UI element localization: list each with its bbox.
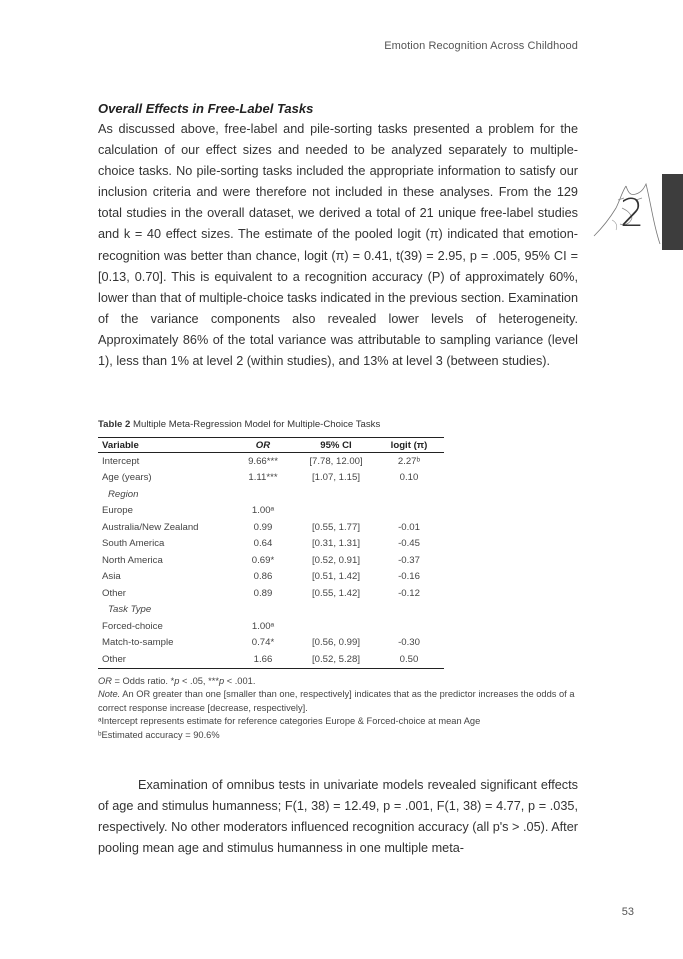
table-caption xyxy=(98,419,578,430)
header-variable: Variable xyxy=(98,438,228,453)
table-note-b: ᵇEstimated accuracy = 90.6% xyxy=(98,729,220,740)
section-heading: Overall Effects in Free-Label Tasks xyxy=(98,101,314,116)
cell-ci xyxy=(298,503,374,520)
cell-variable: Asia xyxy=(102,571,121,583)
table-row xyxy=(98,618,444,635)
cell-variable: Age (years) xyxy=(102,472,152,484)
cell-logit xyxy=(374,503,444,520)
cell-variable: Task Type xyxy=(108,604,152,616)
cell-logit: -0.37 xyxy=(398,554,420,566)
cell-logit: -0.30 xyxy=(398,637,420,649)
body-paragraph-2: Examination of omnibus tests in univariate models revealed significant effects of age and stimulus humanness; F(1, 38) = 12.49, p = .001, F(1, 38) = 4.77, p = .035, respectively. No other moderators influenced recognition accuracy (all p's > .05). After pooling mean age and stimulus humanness in one multiple meta- xyxy=(98,778,578,856)
cell-or: 1.00ᵃ xyxy=(251,505,275,517)
cell-ci xyxy=(298,602,374,619)
table-row xyxy=(98,585,444,602)
chapter-number: 2 xyxy=(620,191,645,235)
table-caption-text: Multiple Meta-Regression Model for Multiple-Choice Tasks xyxy=(130,419,381,430)
table-header-row xyxy=(98,438,444,453)
header-logit: logit (π) xyxy=(374,438,444,453)
cell-ci: [7.78, 12.00] xyxy=(309,455,363,467)
cell-or: 0.86 xyxy=(253,571,273,583)
cell-logit: -0.12 xyxy=(398,587,420,599)
cell-logit: -0.45 xyxy=(398,538,420,550)
cell-ci xyxy=(298,486,374,503)
cell-ci: [0.56, 0.99] xyxy=(311,637,360,649)
table-row xyxy=(98,470,444,487)
cell-variable: South America xyxy=(102,538,165,550)
table-row xyxy=(98,602,444,619)
table-note-abbrev: OR = Odds ratio. *p < .05, ***p < .001. xyxy=(98,675,256,686)
cell-ci: [0.55, 1.77] xyxy=(311,521,360,533)
cell-or xyxy=(228,486,298,503)
table-row xyxy=(98,536,444,553)
cell-ci xyxy=(298,618,374,635)
chapter-tab xyxy=(662,174,683,250)
cell-variable: Region xyxy=(108,488,139,500)
table-2 xyxy=(98,419,578,742)
body-paragraph-1: As discussed above, free-label and pile-sorting tasks presented a problem for the calculation of our effect sizes and needed to be analyzed separately to multiple-choice tasks. No pile-sorting tasks included the appropriate information to satisfy our inclusion criteria and were therefore not included in these analyses. From the 129 total studies in the overall dataset, we derived a total of 21 unique free-label studies and k = 40 effect sizes. The estimate of the pooled logit (π) indicated that emotion-recognition was better than chance, logit (π) = 0.41, t(39) = 2.95, p = .005, 95% CI = [0.13, 0.70]. This is equivalent to a recognition accuracy (P) of approximately 60%, lower than that of multiple-choice tasks indicated in the previous section. Examination of the variance components also revealed lower levels of heterogeneity. Approximately 86% of the total variance was attributable to sampling variance (level 1), less than 1% at level 2 (within studies), and 13% at level 3 (between studies). xyxy=(98,122,578,369)
table-note-general: Note. An OR greater than one [smaller than one, respectively] indicates that as the predictor increases the odds of a correct response increase [decrease, respectively]. xyxy=(98,689,575,713)
cell-or: 9.66*** xyxy=(248,455,278,467)
table-notes xyxy=(98,675,578,743)
table-row xyxy=(98,552,444,569)
table-caption-label: Table 2 xyxy=(98,419,131,430)
cell-variable: Other xyxy=(98,651,228,668)
table-row xyxy=(98,486,444,503)
cell-or xyxy=(228,602,298,619)
table-row xyxy=(98,453,444,470)
cell-variable: Other xyxy=(102,587,126,599)
cell-or: 1.11*** xyxy=(248,472,278,484)
running-head: Emotion Recognition Across Childhood xyxy=(384,40,578,52)
header-ci: 95% CI xyxy=(298,438,374,453)
cell-variable: Europe xyxy=(102,505,133,517)
cell-or: 0.89 xyxy=(253,587,273,599)
cell-or: 1.66 xyxy=(228,651,298,668)
table-row xyxy=(98,503,444,520)
page-number: 53 xyxy=(621,906,634,918)
cell-ci: [0.52, 0.91] xyxy=(311,554,360,566)
table-row xyxy=(98,519,444,536)
cell-logit xyxy=(374,602,444,619)
cell-ci: [0.52, 5.28] xyxy=(298,651,374,668)
cell-variable: North America xyxy=(102,554,163,566)
cell-ci: [1.07, 1.15] xyxy=(311,472,360,484)
cell-logit: -0.01 xyxy=(398,521,420,533)
cell-or: 0.74* xyxy=(251,637,275,649)
cell-variable: Intercept xyxy=(102,455,140,467)
cell-ci: [0.51, 1.42] xyxy=(311,571,360,583)
cell-variable: Forced-choice xyxy=(102,620,163,632)
cell-variable: Match-to-sample xyxy=(102,637,174,649)
table-row xyxy=(98,569,444,586)
cell-or: 0.99 xyxy=(253,521,273,533)
cell-logit: 0.10 xyxy=(399,472,419,484)
cell-or: 0.64 xyxy=(253,538,273,550)
cell-ci: [0.31, 1.31] xyxy=(311,538,360,550)
cell-logit xyxy=(374,486,444,503)
cell-logit: 0.50 xyxy=(374,651,444,668)
cell-ci: [0.55, 1.42] xyxy=(311,587,360,599)
header-or: OR xyxy=(228,438,298,453)
cell-logit: 2.27ᵇ xyxy=(397,455,421,467)
table-note-a: ᵃIntercept represents estimate for reference categories Europe & Forced-choice at mean Age xyxy=(98,716,481,727)
table-row xyxy=(98,635,444,652)
table-row xyxy=(98,651,444,668)
cell-logit xyxy=(374,618,444,635)
cell-or: 0.69* xyxy=(251,554,275,566)
cell-or: 1.00ᵃ xyxy=(251,620,275,632)
cell-logit: -0.16 xyxy=(398,571,420,583)
cell-variable: Australia/New Zealand xyxy=(102,521,199,533)
regression-table xyxy=(98,437,444,669)
